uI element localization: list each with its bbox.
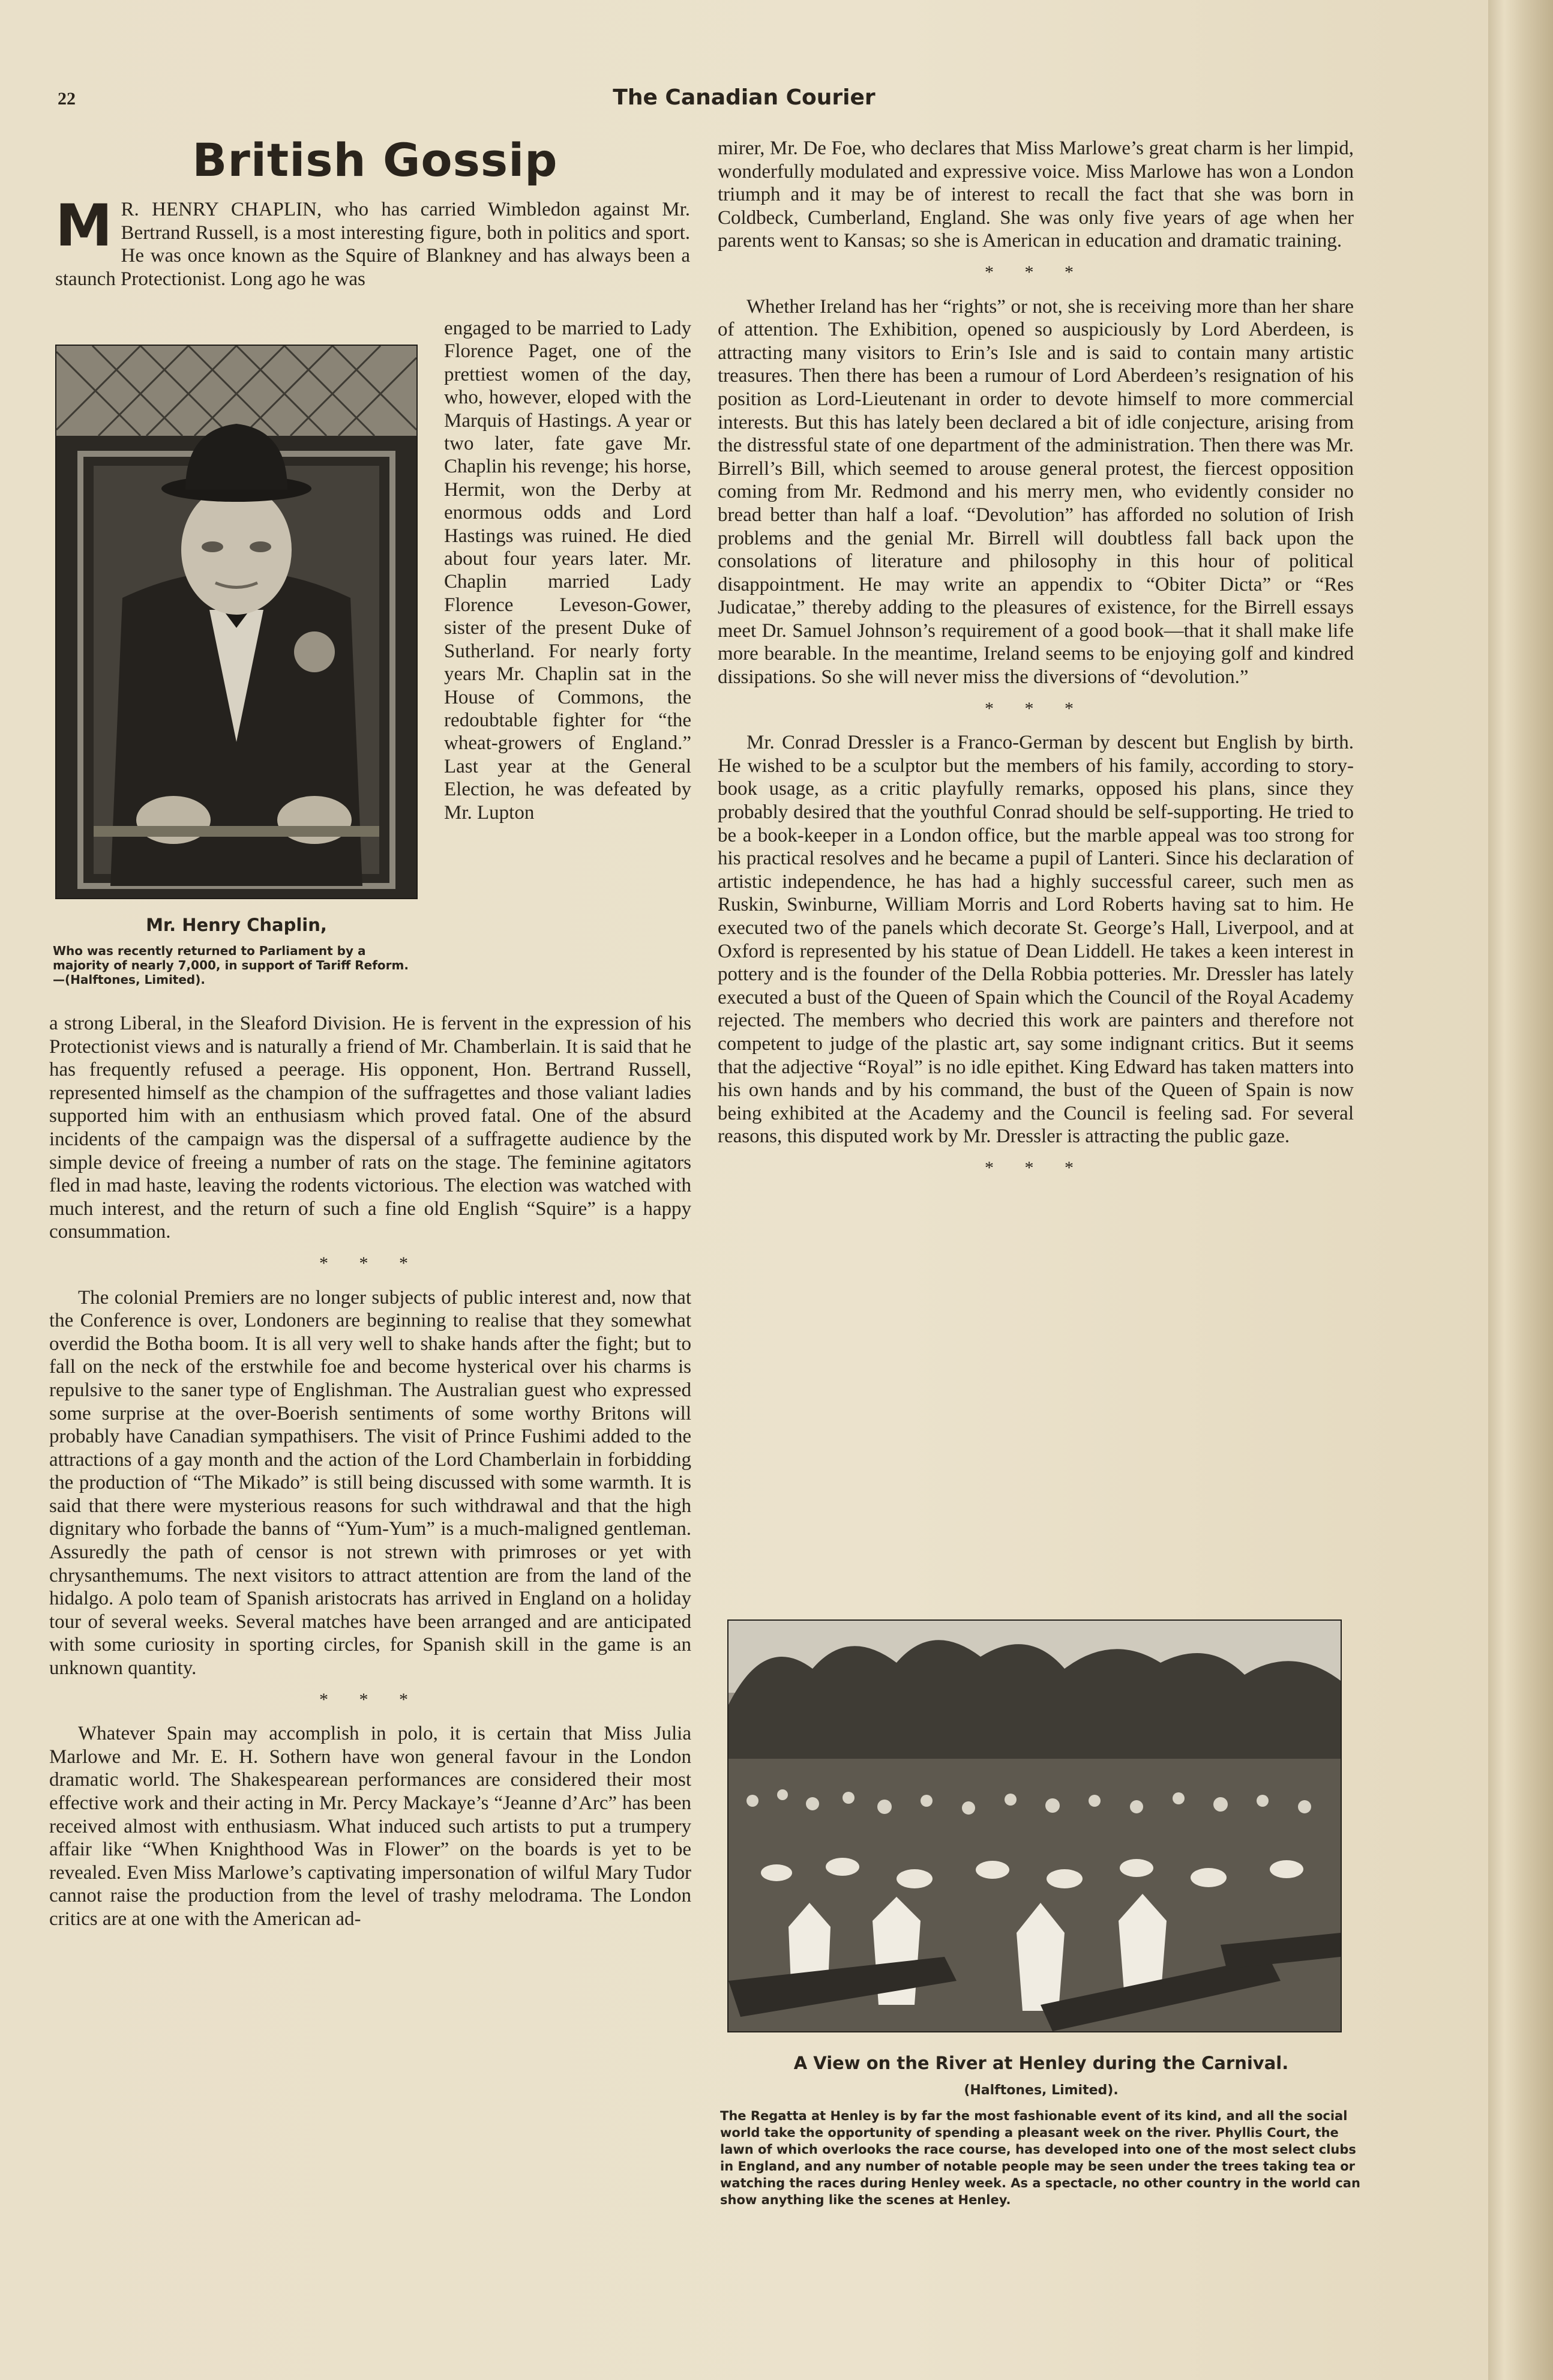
page-number: 22	[58, 89, 76, 109]
col1-para1-side: engaged to be married to Lady Florence Paget, one of the prettiest women of the day, who, however, eloped with the Marquis of Hastings. A year or two later, fate gave Mr. Chaplin his revenge; his horse, Hermit, won the Derby at enormous odds and Lord Hastings was ruined. He died about four years later. Mr. Chaplin married Lady Florence Leveson-Gower, sister of the present Duke of Sutherland. For nearly forty years Mr. Chaplin sat in the House of Commons, the redoubtable fighter for “the wheat-growers of England.” Last year at the General Election, he was defeated by Mr. Lupton	[444, 318, 691, 824]
col1-lower	[49, 1012, 691, 1931]
henley-river-photo	[727, 1619, 1342, 2032]
col1-side-text	[444, 317, 691, 824]
section-separator: * * *	[985, 262, 1087, 282]
col2-para1: mirer, Mr. De Foe, who declares that Miss Marlowe’s great charm is her limpid, wonderfully modulated and expressive voice. Miss Marlowe has won a London triumph and it may be of interest to recall the fact that she was born in Coldbeck, Cumberland, England. She was only five years of age when her parents went to Kansas; so she is American in education and dramatic training.	[718, 137, 1354, 252]
henley-caption	[720, 2053, 1362, 2208]
section-separator: * * *	[985, 698, 1087, 719]
col2-para2: Whether Ireland has her “rights” or not, she is receiving more than her share of attention. The Exhibition, opened so auspiciously by Lord Aberdeen, is attracting many visitors to Erin’s Isle and is said to contain many artistic treasures. Then there has been a rumour of Lord Aberdeen’s resignation of his position as Lord-Lieutenant in order to devote himself to more commercial interests. But this has lately been declared a bit of idle conjecture, arising from the distressful state of one department of the administration. Then there was Mr. Birrell’s Bill, which seemed to arouse general protest, the fiercest opposition coming from Mr. Redmond and his merry men, who evidently consider no bread better than half a loaf. “Devolution” has afforded no solution of Irish problems and the genial Mr. Birrell will doubtless fall back upon the consolations of literature and philosophy in this hour of political disappointment. He may write an appendix to “Obiter Dicta” or “Res Judicatae,” thereby adding to the pleasures of existence, for the Birrell essays meet Dr. Samuel Johnson’s requirement of a good book—that it shall make life more bearable. In the meantime, Ireland seems to be enjoying golf and kindred dissipations. So she will never miss the diversions of “devolution.”	[718, 295, 1354, 688]
col2-text	[718, 137, 1354, 1191]
col2-para3: Mr. Conrad Dressler is a Franco-German by descent but English by birth. He wished to be a sculptor but the members of his family, according to story-book usage, as a critic playfully remarks, opposed his plans, since they probably desired that the youthful Conrad should be self-supporting. He tried to be a book-keeper in a London office, but the marble appeal was too strong for his practical resolves and he became a pupil of Lanteri. Since his declaration of artistic independence, he has had a highly successful career, such men as Ruskin, Swinburne, William Morris and Lord Roberts having sat to him. He executed two of the panels which decorate St. George’s Hall, Liverpool, and at Oxford is represented by his statue of Dean Liddell. He takes a keen interest in pottery and is the founder of the Della Robbia potteries. Mr. Dressler has lately executed a bust of the Queen of Spain which the Council of the Royal Academy rejected. The members who decried this work are painters and therefore not competent to judge of the plastic art, say some indignant critics. But it seems that the adjective “Royal” is no idle epithet. King Edward has taken matters into his own hands and by his command, the bust of the Queen of Spain is now being exhibited at the Academy and the Council is feeling sad. For several reasons, this disputed work by Mr. Dressler is attracting the public gaze.	[718, 732, 1354, 1148]
drop-cap: M	[55, 192, 113, 259]
portrait-caption-body: Who was recently returned to Parliament by a majority of nearly 7,000, in support of Tariff Reform.—(Halftones, Limited).	[53, 944, 409, 987]
page-edge	[1488, 0, 1553, 2380]
section-separator: * * *	[319, 1689, 421, 1710]
henley-caption-title: A View on the River at Henley during the Carnival.	[793, 2053, 1289, 2073]
running-title: The Canadian Courier	[613, 85, 876, 110]
col1-para2: The colonial Premiers are no longer subjects of public interest and, now that the Conference is over, Londoners are beginning to realise that they somewhat overdid the Botha boom. It is all very well to shake hands after the fight; but to fall on the neck of the erstwhile foe and become hysterical over his charms is repulsive to the saner type of Englishman. The Australian guest who expressed some surprise at the over-Boerish sentiments of some worthy Britons will probably have Canadian sympathisers. The visit of Prince Fushimi added to the attractions of a gay month and the action of the Lord Chamberlain in forbidding the production of “The Mikado” is still being discussed with some warmth. It is said that there were mysterious reasons for such withdrawal and that the high dignitary who forbade the banns of “Yum-Yum” is a much-maligned gentleman. Assuredly the path of censor is not strewn with primroses or yet with chrysanthemums. The next visitors to attract attention are from the land of the hidalgo. A polo team of Spanish aristocrats has arrived in England on a holiday tour of several weeks. Several matches have been arranged and are anticipated with some curiosity in sporting circles, for Spanish skill in the game is an unknown quantity.	[49, 1286, 691, 1680]
article-title: British Gossip	[192, 133, 558, 187]
col1-para3: Whatever Spain may accomplish in polo, it is certain that Miss Julia Marlowe and Mr. E. H. Sothern have won general favour in the London dramatic world. The Shakespearean performances are considered their most effective work and their acting in Mr. Percy Mackaye’s “Jeanne d’Arc” has been received almost with enthusiasm. What induced such artists to put a trumpery affair like “When Knighthood Was in Flower” on the boards is yet to be revealed. Even Miss Marlowe’s captivating impersonation of wilful Mary Tudor cannot raise the production from the level of trashy melodrama. The London critics are at one with the American ad-	[49, 1723, 691, 1930]
col1-para1-top: R. HENRY CHAPLIN, who has carried Wimbledon against Mr. Bertrand Russell, is a most interesting figure, both in politics and sport. He was once known as the Squire of Blankney and has always been a staunch Protectionist. Long ago he was	[55, 199, 690, 290]
section-separator: * * *	[985, 1157, 1087, 1178]
section-separator: * * *	[319, 1253, 421, 1273]
henley-caption-body: The Regatta at Henley is by far the most fashionable event of its kind, and all the social world take the opportunity of spending a pleasant week on the river. Phyllis Court, the lawn of which overlooks the race course, has developed into one of the most select clubs in England, and any number of notable people may be seen under the trees taking tea or watching the races during Henley week. As a spectacle, no other country in the world can show anything like the scenes at Henley.	[720, 2109, 1360, 2207]
henley-caption-credit: (Halftones, Limited).	[964, 2083, 1119, 2098]
col1-intro	[55, 192, 690, 291]
portrait-caption	[53, 915, 420, 987]
portrait-caption-title: Mr. Henry Chaplin,	[146, 915, 327, 935]
portrait-photo-henry-chaplin	[55, 345, 418, 899]
col1-para1-rest: a strong Liberal, in the Sleaford Division. He is fervent in the expression of his Protectionist views and is naturally a friend of Mr. Chamberlain. It is said that he has frequently refused a peerage. His opponent, Hon. Bertrand Russell, represented himself as the champion of the suffragettes and those valiant ladies supported him with an enthusiasm which proved fatal. One of the absurd incidents of the campaign was the dispersal of a suffragette audience by the simple device of freeing a number of rats on the stage. The feminine agitators fled in mad haste, leaving the rodents victorious. The election was watched with much interest, and the return of such a fine old English “Squire” is a happy consummation.	[49, 1013, 691, 1243]
